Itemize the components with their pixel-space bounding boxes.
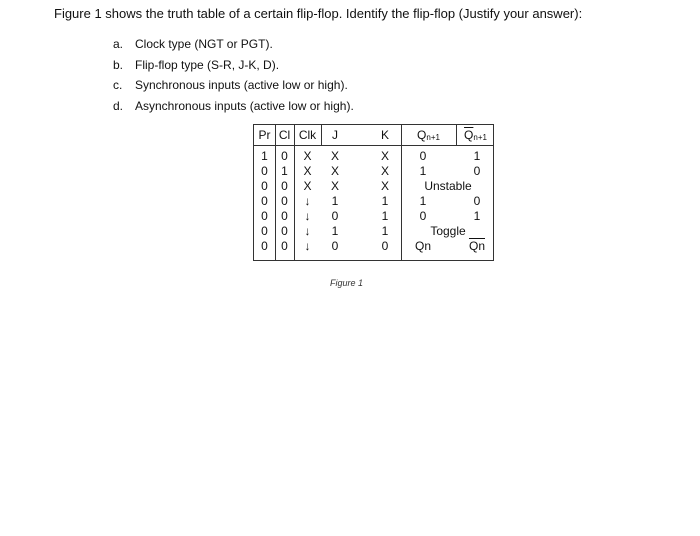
header-qbar-next: [456, 128, 495, 142]
cell-pr: 0: [261, 194, 268, 208]
cell-k: X: [380, 149, 389, 163]
cell-qbar: $\overline{Qn}$: [468, 239, 485, 253]
cell-k: X: [380, 164, 389, 178]
cell-k: 0: [381, 239, 389, 253]
item-marker: c.: [113, 78, 123, 92]
header-q-next: [401, 128, 456, 142]
cell-k: 1: [381, 209, 389, 223]
cell-pr: 1: [261, 149, 268, 163]
cell-k: 1: [381, 194, 389, 208]
cell-pr: 0: [261, 179, 268, 193]
cell-q: 1: [419, 194, 427, 208]
cell-clk: ↓: [304, 239, 311, 253]
cell-q: 1: [419, 164, 427, 178]
header-q-sub: n+1: [426, 133, 440, 142]
item-text: Asynchronous inputs (active low or high).: [135, 98, 354, 113]
header-pr: Pr: [258, 128, 271, 142]
header-q-main: Q: [417, 128, 427, 142]
item-marker: b.: [113, 57, 124, 72]
cell-pr: 0: [261, 224, 268, 238]
cell-j: X: [330, 164, 339, 178]
item-text: Clock type (NGT or PGT).: [135, 37, 273, 51]
item-text: Synchronous inputs (active low or high).: [135, 78, 348, 92]
item-marker: d.: [113, 98, 124, 113]
header-k: K: [380, 128, 389, 142]
cell-clk: ↓: [304, 194, 311, 208]
cell-j: 0: [331, 239, 339, 253]
question-list: [113, 34, 354, 116]
cell-output-merged: Toggle: [430, 224, 466, 238]
cell-k: X: [380, 179, 389, 193]
cell-cl: 0: [281, 224, 288, 238]
cell-cl: 0: [281, 179, 288, 193]
question-item-c: [113, 75, 354, 96]
cell-j: 1: [331, 194, 339, 208]
cell-output-merged: Unstable: [424, 179, 472, 193]
cell-qbar: 1: [473, 209, 481, 223]
cell-clk: ↓: [304, 209, 311, 223]
cell-clk: X: [303, 149, 312, 163]
cell-pr: 0: [261, 209, 268, 223]
truth-table: [253, 124, 494, 261]
cell-j: 1: [331, 224, 339, 238]
header-cl: Cl: [278, 128, 291, 142]
item-marker: a.: [113, 37, 124, 51]
figure-caption: Figure 1: [330, 278, 364, 288]
question-text: Figure 1 shows the truth table of a certain flip-flop. Identify the flip-flop (Justify your answer):: [54, 6, 583, 21]
cell-j: X: [330, 149, 339, 163]
cell-j: X: [330, 179, 339, 193]
cell-qbar: 0: [473, 194, 481, 208]
cell-q: 0: [419, 209, 427, 223]
cell-pr: 0: [261, 239, 268, 253]
header-clk: Clk: [298, 128, 317, 142]
cell-cl: 1: [281, 164, 288, 178]
cell-cl: 0: [281, 194, 288, 208]
cell-clk: ↓: [304, 224, 311, 238]
cell-q: 0: [419, 149, 427, 163]
cell-qbar: 0: [473, 164, 481, 178]
cell-q: Qn: [414, 239, 431, 253]
cell-cl: 0: [281, 149, 288, 163]
question-item-d: [113, 96, 354, 117]
question-item-b: [113, 55, 354, 76]
cell-cl: 0: [281, 209, 288, 223]
cell-k: 1: [381, 224, 389, 238]
header-qbar-main: $\overline{Q}$: [464, 128, 474, 142]
header-j: J: [332, 128, 338, 142]
cell-pr: 0: [261, 164, 268, 178]
cell-cl: 0: [281, 239, 288, 253]
header-qbar-sub: n+1: [473, 133, 487, 142]
question-item-a: [113, 34, 354, 55]
cell-clk: X: [303, 179, 312, 193]
cell-qbar: 1: [473, 149, 481, 163]
item-text: Flip-flop type (S-R, J-K, D).: [135, 57, 280, 72]
cell-j: 0: [331, 209, 339, 223]
cell-clk: X: [303, 164, 312, 178]
